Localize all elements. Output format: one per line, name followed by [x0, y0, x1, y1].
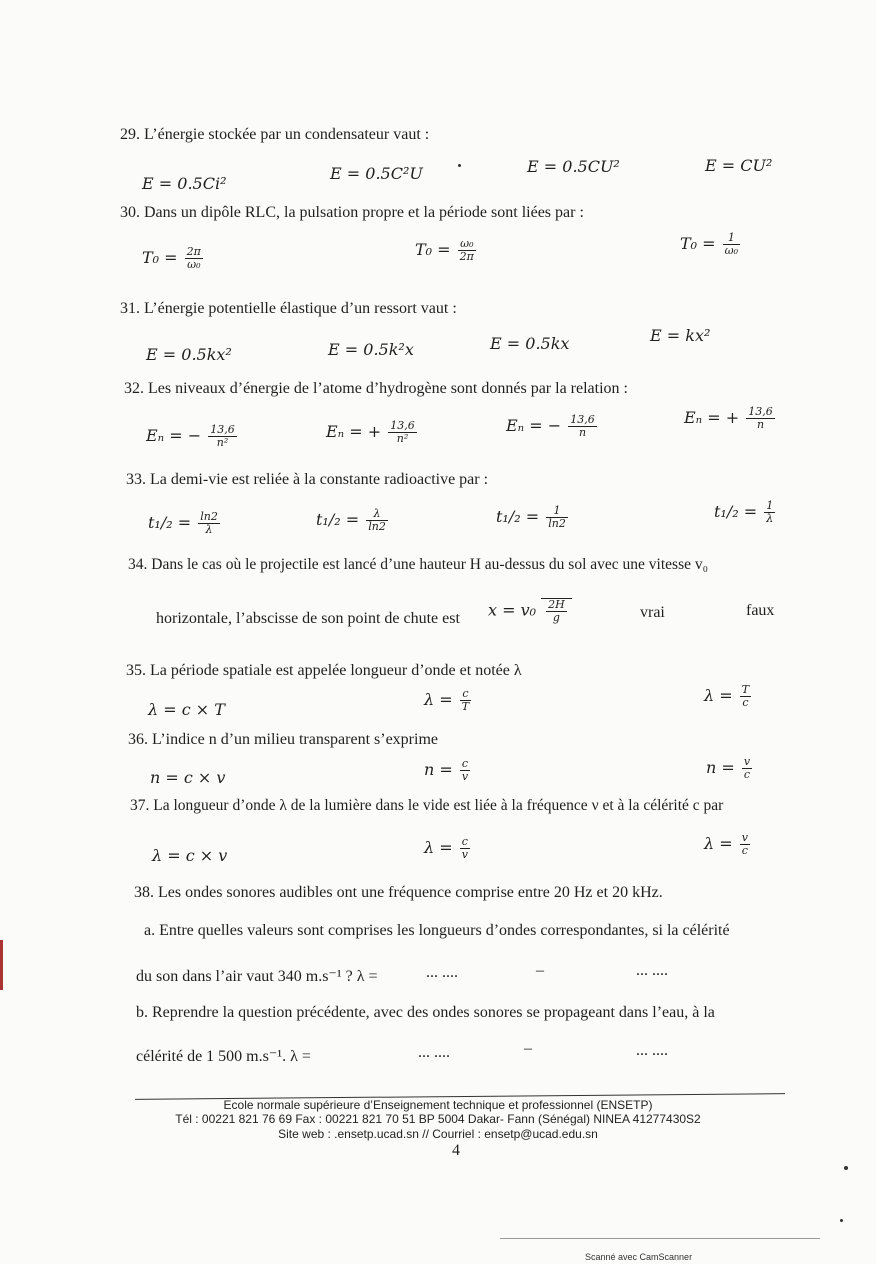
q35-option-1: λ = c × T — [148, 700, 225, 719]
q37-option-2: λ = $\frac{c}{v}$ — [424, 835, 468, 861]
q38b-blank-min: ... .... — [418, 1044, 450, 1061]
q31-option-2: E = 0.5k²x — [328, 340, 414, 359]
q36-option-2: n = $\frac{c}{v}$ — [424, 757, 469, 783]
q38a-blank-min: ... .... — [426, 964, 458, 981]
question-38: 38. Les ondes sonores audibles ont une fréquence comprise entre 20 Hz et 20 kHz. — [134, 884, 663, 901]
question-36: 36. L’indice n d’un milieu transparent s’exprime — [128, 731, 438, 748]
q31-option-1: E = 0.5kx² — [146, 345, 232, 364]
q38b-answer-line: célérité de 1 500 m.s⁻¹. λ = — [136, 1048, 311, 1065]
question-37: 37. La longueur d’onde λ de la lumière dans le vide est liée à la fréquence ν et à la célérité c par — [130, 797, 724, 814]
page-number: 4 — [452, 1142, 460, 1159]
q38b-dash: – — [524, 1040, 532, 1057]
q32-option-3: Eₙ = − $\frac{13,6}{n}$ — [506, 413, 595, 439]
stray-mark — [840, 1219, 843, 1222]
q31-option-3: E = 0.5kx — [490, 334, 570, 353]
q34-true-option: vrai — [640, 604, 665, 621]
stray-mark — [458, 164, 461, 167]
q29-option-1: E = 0.5Ci² — [142, 174, 227, 193]
margin-mark — [0, 940, 3, 990]
q33-option-4: t₁/₂ = $\frac{1}{\lambda}$ — [714, 499, 774, 525]
q32-option-4: Eₙ = + $\frac{13,6}{n}$ — [684, 405, 773, 431]
q36-option-3: n = $\frac{v}{c}$ — [706, 755, 751, 781]
q32-option-1: Eₙ = − $\frac{13,6}{\text{n²}}$ — [146, 423, 235, 449]
q36-option-1: n = c × v — [150, 768, 226, 787]
scan-divider — [500, 1238, 820, 1239]
q34-statement: horizontale, l’abscisse de son point de chute est — [156, 610, 460, 627]
q30-option-3: T₀ = $\frac{1}{\text{ω₀}}$ — [680, 231, 739, 257]
q38a-blank-max: ... .... — [636, 962, 668, 979]
question-34: 34. Dans le cas où le projectile est lancé d’une hauteur H au-dessus du sol avec une vitesse v₀ — [128, 556, 709, 573]
q33-option-2: t₁/₂ = $\frac{\lambda}{\ln 2}$ — [316, 507, 386, 533]
question-29: 29. L’énergie stockée par un condensateur vaut : — [120, 126, 430, 143]
question-32: 32. Les niveaux d’énergie de l’atome d’hydrogène sont donnés par la relation : — [124, 380, 628, 397]
q33-option-1: t₁/₂ = $\frac{\ln 2}{\lambda}$ — [148, 510, 218, 536]
q38a-answer-line: du son dans l’air vaut 340 m.s⁻¹ ? λ = — [136, 968, 378, 985]
q37-option-3: λ = $\frac{v}{c}$ — [704, 831, 748, 857]
q29-option-2: E = 0.5C²U — [330, 164, 423, 183]
q30-option-1: T₀ = $\frac{2\pi}{\text{ω₀}}$ — [142, 245, 201, 271]
q29-option-3: E = 0.5CU² — [527, 157, 620, 176]
q38b-prompt: b. Reprendre la question précédente, avec des ondes sonores se propageant dans l’eau, à la — [136, 1004, 715, 1021]
footer-contact: Tél : 00221 821 76 69 Fax : 00221 821 70 51 BP 5004 Dakar- Fann (Sénégal) NINEA 41277430S2 — [175, 1112, 701, 1126]
question-33: 33. La demi-vie est reliée à la constante radioactive par : — [126, 471, 489, 488]
stray-mark — [844, 1166, 848, 1170]
q38a-dash: – — [536, 962, 544, 979]
footer-website: Site web : .ensetp.ucad.sn // Courriel : ensetp@ucad.edu.sn — [278, 1127, 598, 1141]
q31-option-4: E = kx² — [650, 326, 711, 345]
q38b-blank-max: ... .... — [636, 1042, 668, 1059]
q34-false-option: faux — [746, 602, 775, 619]
q38a-prompt: a. Entre quelles valeurs sont comprises les longueurs d’ondes correspondantes, si la célérité — [144, 922, 730, 939]
q32-option-2: Eₙ = + $\frac{13,6}{\text{n²}}$ — [326, 419, 415, 445]
footer-school-name: Ecole normale supérieure d’Enseignement technique et professionnel (ENSETP) — [223, 1098, 653, 1112]
question-35: 35. La période spatiale est appelée longueur d’onde et notée λ — [126, 662, 522, 679]
q29-option-4: E = CU² — [705, 156, 773, 175]
q33-option-3: t₁/₂ = $\frac{1}{\ln 2}$ — [496, 504, 566, 530]
q30-option-2: T₀ = $\frac{\text{ω₀}}{2\pi}$ — [415, 237, 474, 263]
q34-formula: x = v₀ $\frac{2H}{g}$ — [488, 598, 572, 624]
question-30: 30. Dans un dipôle RLC, la pulsation propre et la période sont liées par : — [120, 204, 584, 221]
scanner-watermark: Scanné avec CamScanner — [585, 1252, 693, 1262]
q35-option-3: λ = $\frac{T}{c}$ — [704, 683, 750, 709]
question-31: 31. L’énergie potentielle élastique d’un ressort vaut : — [120, 300, 457, 317]
q37-option-1: λ = c × v — [152, 846, 228, 865]
q35-option-2: λ = $\frac{c}{T}$ — [424, 687, 470, 713]
